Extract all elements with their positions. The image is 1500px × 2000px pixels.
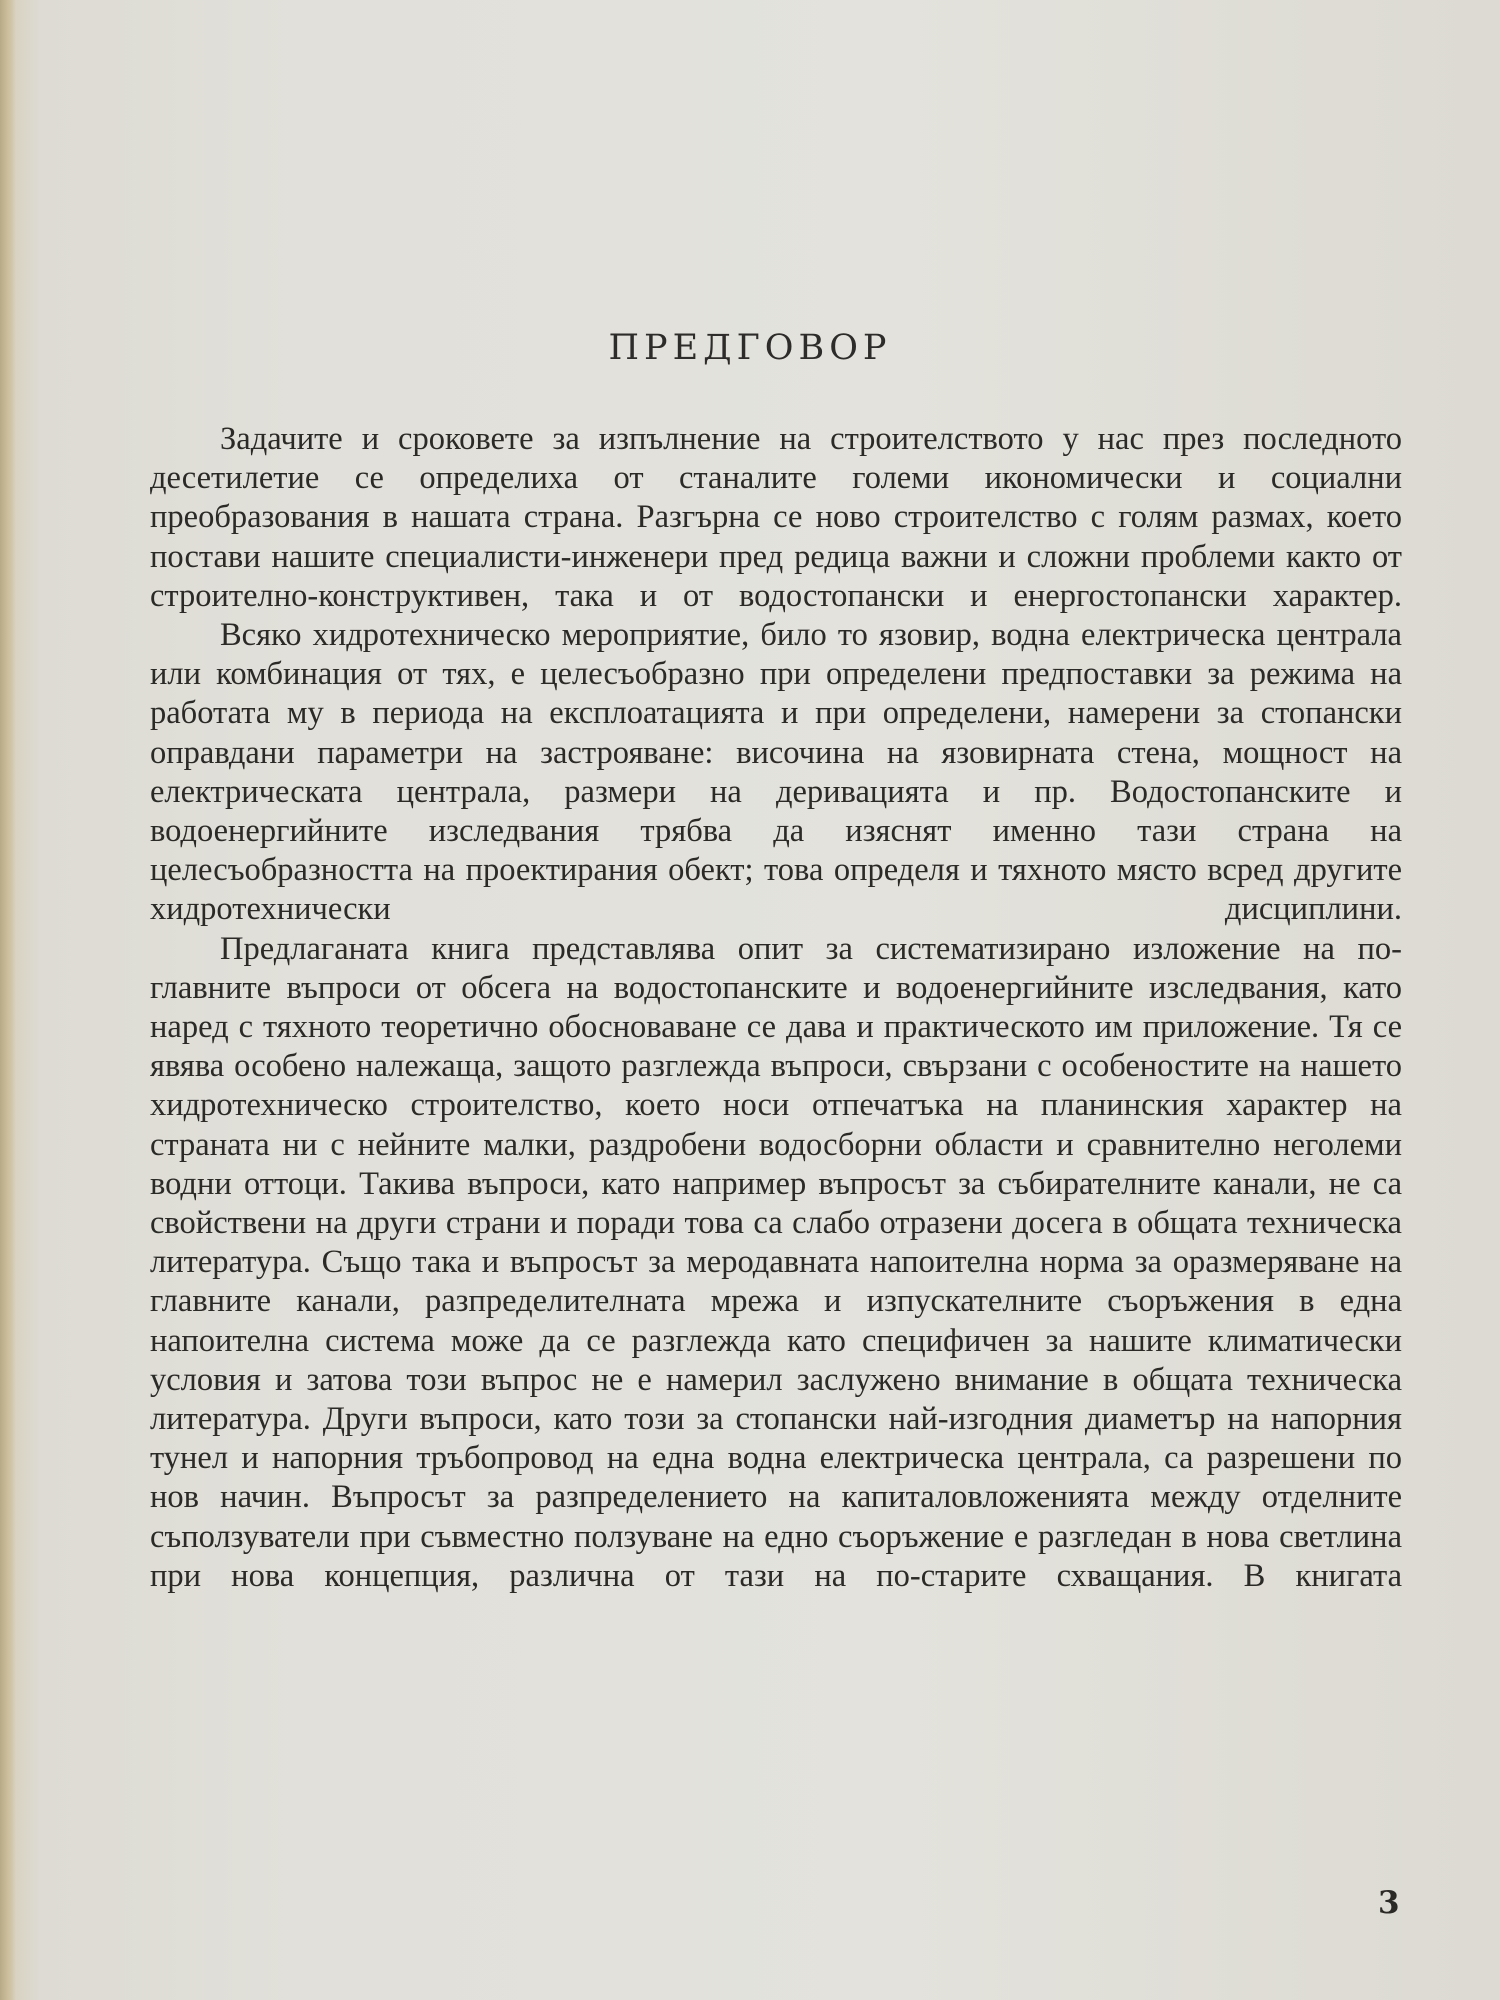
paragraph-2: Всяко хидротехническо мероприятие, било то язовир, водна електрическа централа или комбинация от тях, е целесъобразно при определени предпоставки за режима на работата му в периода на експлоатацията и при определени, намерени за стопански оправдани параметри на застрояване: височина на язовирната стена, мощност на електрическата централа, размери на деривацията и пр. Водостопанските и водоенергийните изследвания трябва да изяснят именно тази страна на целесъобразността на проектирания обект; това определя и тяхното място всред другите хидротехнически дисциплини. (150, 617, 1402, 928)
page-number: 3 (1378, 1885, 1400, 1921)
body-text (150, 420, 1402, 1596)
page-title: ПРЕДГОВОР (608, 328, 892, 368)
paragraph-1: Задачите и сроковете за изпълнение на строителството у нас през последното десетилетие се определиха от станалите големи икономически и социални преобразования в нашата страна. Разгърна се ново строителство с голям размах, което постави нашите специалисти-инженери пред редица важни и сложни проблеми както от строително-конструктивен, така и от водостопански и енергостопански характер. (150, 421, 1402, 614)
page-binding-edge (0, 0, 16, 2000)
paragraph-3: Предлаганата книга представлява опит за систематизирано изложение на по-главните въпроси от обсега на водостопанските и водоенергийните изследвания, като наред с тяхното теоретично обосноваване се дава и практическото им приложение. Тя се явява особено належаща, защото разглежда въпроси, свързани с особеностите на нашето хидротехническо строителство, което носи отпечатъка на планинския характер на страната ни с нейните малки, раздробени водосборни области и сравнително неголеми водни оттоци. Такива въпроси, като например въпросът за събирателните канали, не са свойствени на други страни и поради това са слабо отразени досега в общата техническа литература. Също така и въпросът за меродавната напоителна норма за оразмеряване на главните канали, разпределителната мрежа и изпускателните съоръжения в една напоителна система може да се разглежда като специфичен за нашите климатически условия и затова този въпрос не е намерил заслужено внимание в общата техническа литература. Други въпроси, като този за стопански най-изгодния диаметър на напорния тунел и напорния тръбопровод на една водна електрическа централа, са разрешени по нов начин. Въпросът за разпределението на капиталовложенията между отделните съползуватели при съвместно ползуване на едно съоръжение е разгледан в нова светлина при нова концепция, различна от тази на по-старите схващания. В книгата (150, 930, 1402, 1594)
